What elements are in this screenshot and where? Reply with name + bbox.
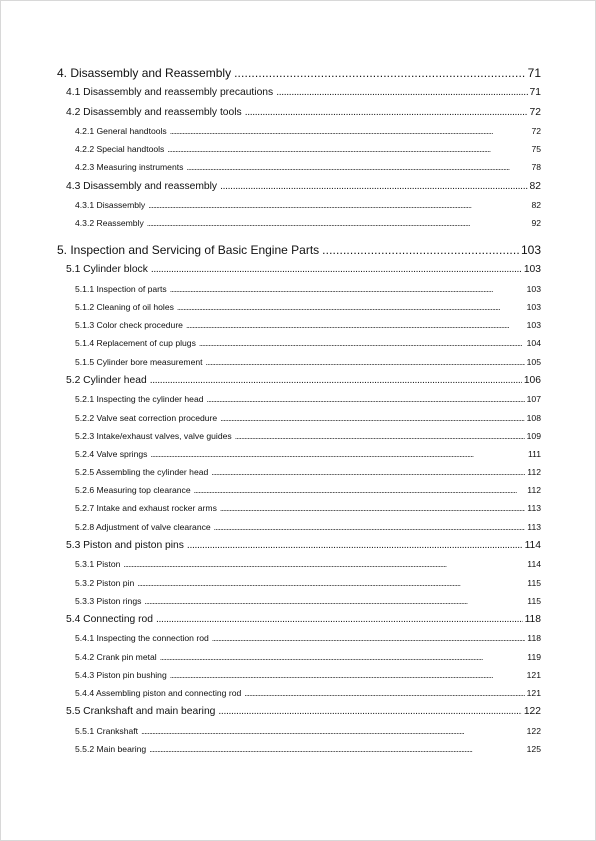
toc-page-number: 109 <box>526 430 541 441</box>
toc-leader-dots <box>218 711 521 721</box>
toc-leader-dots <box>207 400 525 409</box>
toc-page-number: 125 <box>526 743 541 754</box>
toc-leader-dots <box>220 509 525 518</box>
toc-entry-title: 5.2.6 Measuring top clearance <box>75 485 191 496</box>
toc-entry-title: 5.3.2 Piston pin <box>75 577 135 588</box>
toc-leader-dots <box>150 455 525 464</box>
toc-section-entry[interactable] <box>57 83 541 103</box>
toc-subsection-entry[interactable] <box>57 500 541 518</box>
toc-entry-title: 5.5 Crankshaft and main bearing <box>66 706 216 718</box>
toc-leader-dots <box>186 168 529 177</box>
toc-page-number: 103 <box>520 243 541 258</box>
toc-entry-title: 4. Disassembly and Reassembly <box>57 66 232 80</box>
toc-page-number: 103 <box>526 283 541 294</box>
toc-leader-dots <box>170 290 525 299</box>
toc-leader-dots <box>220 418 524 427</box>
toc-subsection-entry[interactable] <box>57 481 541 499</box>
toc-subsection-entry[interactable] <box>57 592 541 610</box>
toc-entry-title: 5.1.4 Replacement of cup plugs <box>75 338 196 349</box>
toc-entry-title: 4.1 Disassembly and reassembly precautions <box>66 87 274 98</box>
toc-leader-dots <box>148 206 529 215</box>
toc-leader-dots <box>199 344 525 353</box>
toc-page-number: 72 <box>531 125 541 136</box>
toc-section-entry[interactable] <box>57 536 541 556</box>
toc-entry-title: 5.4.3 Piston pin bushing <box>75 669 167 680</box>
toc-entry-title: 5.2.1 Inspecting the cylinder head <box>75 394 204 405</box>
toc-subsection-entry[interactable] <box>57 196 541 214</box>
toc-subsection-entry[interactable] <box>57 316 541 334</box>
toc-page-number: 111 <box>527 448 541 459</box>
toc-page-number: 119 <box>527 651 541 662</box>
toc-section-entry[interactable] <box>57 103 541 123</box>
toc-page-number: 103 <box>523 264 541 276</box>
toc-subsection-entry[interactable] <box>57 722 541 740</box>
toc-leader-dots <box>151 270 522 280</box>
toc-page-number: 78 <box>531 162 541 173</box>
toc-page-number: 103 <box>526 302 541 313</box>
toc-leader-dots <box>206 362 525 371</box>
toc-entry-title: 4.2.1 General handtools <box>75 125 167 136</box>
toc-subsection-entry[interactable] <box>57 684 541 702</box>
toc-subsection-entry[interactable] <box>57 555 541 573</box>
toc-entry-title: 5.2 Cylinder head <box>66 374 147 386</box>
toc-leader-dots <box>235 436 525 445</box>
toc-entry-title: 5.1.5 Cylinder bore measurement <box>75 356 203 367</box>
toc-leader-dots <box>234 71 526 83</box>
toc-subsection-entry[interactable] <box>57 122 541 140</box>
toc-leader-dots <box>194 491 526 500</box>
toc-page-number: 71 <box>529 87 541 98</box>
toc-page-number: 121 <box>526 669 541 680</box>
toc-page-number: 82 <box>529 180 541 192</box>
toc-leader-dots <box>211 473 525 482</box>
toc-subsection-entry[interactable] <box>57 518 541 536</box>
toc-section-entry[interactable] <box>57 702 541 722</box>
toc-entry-title: 5.4.1 Inspecting the connection rod <box>75 633 209 644</box>
toc-entry-title: 4.3.1 Disassembly <box>75 200 146 211</box>
toc-page-number: 115 <box>527 595 541 606</box>
toc-leader-dots <box>156 619 523 629</box>
toc-page-number: 103 <box>526 320 541 331</box>
toc-leader-dots <box>141 731 525 740</box>
toc-chapter-entry[interactable] <box>57 63 541 83</box>
toc-subsection-entry[interactable] <box>57 353 541 371</box>
toc-leader-dots <box>187 545 523 555</box>
toc-page-number: 121 <box>526 687 541 698</box>
toc-leader-dots <box>147 224 530 233</box>
toc-entry-title: 4.2.2 Special handtools <box>75 144 165 155</box>
toc-page-number: 106 <box>523 374 541 386</box>
toc-subsection-entry[interactable] <box>57 445 541 463</box>
toc-page-number: 75 <box>531 144 541 155</box>
toc-section-entry[interactable] <box>57 260 541 280</box>
toc-entry-title: 5.2.5 Assembling the cylinder head <box>75 467 209 478</box>
toc-page-number: 122 <box>523 706 541 718</box>
toc-subsection-entry[interactable] <box>57 463 541 481</box>
toc-entry-title: 5.2.7 Intake and exhaust rocker arms <box>75 503 217 514</box>
toc-entry-title: 5. Inspection and Servicing of Basic Engine Parts <box>57 243 320 258</box>
toc-entry-title: 5.1.2 Cleaning of oil holes <box>75 302 174 313</box>
toc-leader-dots <box>177 308 525 317</box>
toc-subsection-entry[interactable] <box>57 740 541 758</box>
toc-page-number: 92 <box>531 218 541 229</box>
toc-entry-title: 5.3 Piston and piston pins <box>66 539 184 551</box>
toc-subsection-entry[interactable] <box>57 648 541 666</box>
toc-leader-dots <box>160 657 526 666</box>
toc-page-number: 105 <box>526 356 541 367</box>
toc-subsection-entry[interactable] <box>57 140 541 158</box>
toc-leader-dots <box>212 639 526 648</box>
toc-subsection-entry[interactable] <box>57 335 541 353</box>
toc-page-number: 122 <box>526 725 541 736</box>
toc-leader-dots <box>220 186 527 196</box>
toc-entry-title: 5.1.1 Inspection of parts <box>75 283 167 294</box>
toc-leader-dots <box>150 380 522 390</box>
toc-page-number: 104 <box>526 338 541 349</box>
toc-page-number: 114 <box>527 559 541 570</box>
toc-subsection-entry[interactable] <box>57 574 541 592</box>
toc-leader-dots <box>167 150 529 159</box>
toc-page-number: 107 <box>526 394 541 405</box>
toc-subsection-entry[interactable] <box>57 298 541 316</box>
toc-entry-title: 4.3.2 Reassembly <box>75 218 144 229</box>
toc-entry-title: 5.2.4 Valve springs <box>75 448 148 459</box>
toc-leader-dots <box>137 583 525 592</box>
toc-leader-dots <box>214 527 526 536</box>
table-of-contents <box>57 63 541 758</box>
toc-subsection-entry[interactable] <box>57 214 541 232</box>
toc-chapter-entry[interactable] <box>57 240 541 260</box>
toc-entry-title: 5.4.4 Assembling piston and connecting rod <box>75 687 242 698</box>
toc-subsection-entry[interactable] <box>57 280 541 298</box>
toc-leader-dots <box>123 565 525 574</box>
toc-entry-title: 5.4 Connecting rod <box>66 613 154 625</box>
toc-entry-title: 4.2 Disassembly and reassembly tools <box>66 106 242 118</box>
toc-page-number: 113 <box>527 521 541 532</box>
toc-entry-title: 5.3.3 Piston rings <box>75 595 142 606</box>
toc-page-number: 108 <box>526 412 541 423</box>
toc-page-number: 112 <box>527 485 541 496</box>
toc-subsection-entry[interactable] <box>57 629 541 647</box>
toc-entry-title: 5.1.3 Color check procedure <box>75 320 183 331</box>
toc-leader-dots <box>244 694 524 703</box>
toc-subsection-entry[interactable] <box>57 158 541 176</box>
toc-page-number: 72 <box>529 106 541 118</box>
toc-entry-title: 5.5.1 Crankshaft <box>75 725 139 736</box>
toc-entry-title: 5.4.2 Crank pin metal <box>75 651 157 662</box>
toc-leader-dots <box>149 749 524 758</box>
toc-entry-title: 5.2.3 Intake/exhaust valves, valve guides <box>75 430 232 441</box>
toc-page-number: 118 <box>527 633 541 644</box>
toc-entry-title: 5.3.1 Piston <box>75 559 121 570</box>
toc-page-number: 114 <box>524 539 541 551</box>
toc-entry-title: 4.2.3 Measuring instruments <box>75 162 184 173</box>
toc-entry-title: 5.5.2 Main bearing <box>75 743 147 754</box>
toc-entry-title: 5.2.2 Valve seat correction procedure <box>75 412 218 423</box>
toc-section-entry[interactable] <box>57 177 541 197</box>
toc-entry-title: 5.2.8 Adjustment of valve clearance <box>75 521 211 532</box>
toc-page-number: 82 <box>531 200 541 211</box>
toc-leader-dots <box>144 601 525 610</box>
toc-leader-dots <box>245 112 528 122</box>
toc-section-entry[interactable] <box>57 610 541 630</box>
toc-entry-title: 4.3 Disassembly and reassembly <box>66 180 218 192</box>
toc-subsection-entry[interactable] <box>57 427 541 445</box>
toc-leader-dots <box>276 92 527 102</box>
toc-subsection-entry[interactable] <box>57 409 541 427</box>
toc-leader-dots <box>170 675 525 684</box>
toc-section-entry[interactable] <box>57 371 541 391</box>
toc-subsection-entry[interactable] <box>57 666 541 684</box>
toc-leader-dots <box>322 248 519 260</box>
toc-page-number: 113 <box>527 503 541 514</box>
toc-page-number: 115 <box>527 577 541 588</box>
toc-page-number: 71 <box>527 66 541 80</box>
toc-page-number: 118 <box>524 613 541 625</box>
toc-entry-title: 5.1 Cylinder block <box>66 264 148 276</box>
toc-leader-dots <box>170 132 530 141</box>
toc-page-number: 112 <box>527 467 541 478</box>
toc-leader-dots <box>186 326 525 335</box>
toc-subsection-entry[interactable] <box>57 390 541 408</box>
